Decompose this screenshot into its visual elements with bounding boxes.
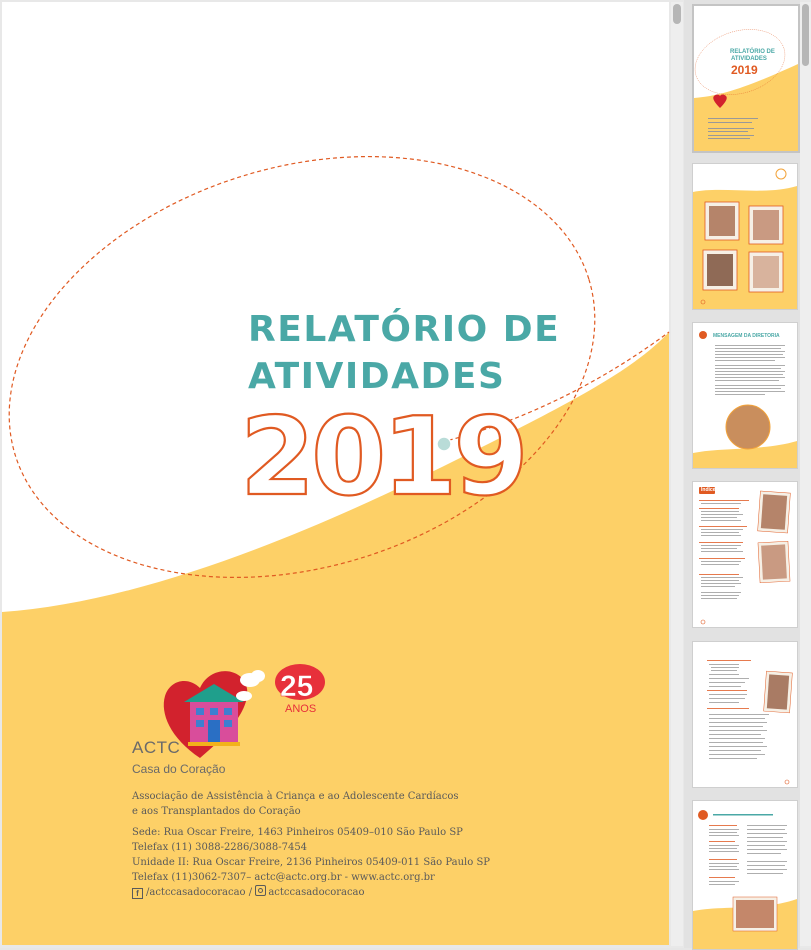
document-page [2,2,669,945]
thumbnail-scrollbar[interactable] [800,2,811,946]
thumbnail-page-3[interactable] [692,322,798,469]
unidade-address: Unidade II: Rua Oscar Freire, 2136 Pinheiros 05409-011 São Paulo SP [132,857,491,868]
thumbnail-page-5[interactable] [692,641,798,788]
thumbnail-1-year: 2019 [731,63,758,77]
thumbnail-3-title: MENSAGEM DA DIRETORIA [713,333,780,339]
actc-logo [130,658,330,778]
thumbnail-1-title: RELATÓRIO DE [730,49,775,55]
telefax-2: Telefax (11)3062-7307– actc@actc.org.br - www.actc.org.br [132,872,435,883]
thumbnail-page-2[interactable] [692,163,798,310]
thumbnail-text2-art [693,801,797,949]
telefax-1: Telefax (11) 3088-2286/3088-7454 [132,842,308,853]
page-scrollbar[interactable] [671,2,683,946]
address-block-1 [132,825,463,855]
org-subtitle: Casa do Coração [132,762,226,776]
thumbnail-index-art [693,482,797,627]
thumbnail-page-1[interactable] [692,4,800,153]
thumbnail-scrollbar-thumb[interactable] [802,4,809,66]
thumbnail-text-art [693,323,797,468]
facebook-icon: f [132,888,143,899]
year-outline [238,395,525,520]
badge-label: ANOS [285,703,317,715]
social-separator: / [248,887,253,898]
org-name: ACTC [132,738,181,757]
thumbnail-4-title: Índice [701,487,716,493]
page-scrollbar-thumb[interactable] [673,4,681,24]
instagram-icon [255,885,266,896]
thumbnail-panel [684,0,800,948]
badge-number: 25 [280,670,314,703]
thumbnail-photos-art [693,164,797,309]
facebook-handle: /actccasadocoracao [146,887,246,898]
thumbnail-index2-art [693,642,797,787]
thumbnail-1-title2: ATIVIDADES [731,56,767,62]
association-name: Associação de Assistência à Criança e ao Adolescente Cardíacos e aos Transplantados do Coração [132,791,459,817]
sede-address: Sede: Rua Oscar Freire, 1463 Pinheiros 05409–010 São Paulo SP [132,827,463,838]
thumbnail-cover-art [694,6,798,151]
title-line-2: ATIVIDADES [248,356,506,397]
thumbnail-page-6[interactable] [692,800,798,950]
social-links [132,885,365,899]
address-block-2 [132,855,490,885]
instagram-handle: actccasadocoracao [268,887,365,898]
title-line-1: RELATÓRIO DE [248,309,561,350]
thumbnail-page-4[interactable] [692,481,798,628]
year-text: 2019 [240,395,525,520]
